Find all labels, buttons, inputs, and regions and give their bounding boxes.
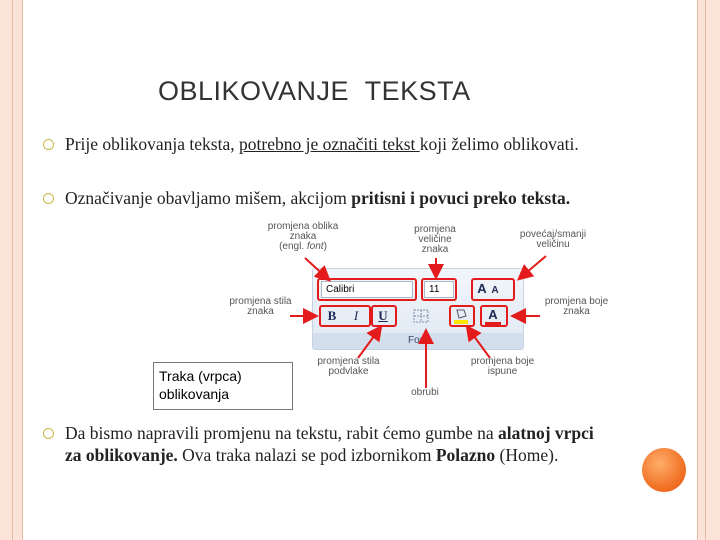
text-span: (Home). — [495, 445, 559, 465]
arrow-grow-shrink — [520, 256, 546, 278]
label-underline-style: promjena stila podvlake — [317, 356, 380, 377]
text-span: koji želimo oblikovati. — [419, 134, 579, 154]
shrink-font-button[interactable]: A — [491, 285, 499, 296]
ribbon-group-label: Font — [313, 333, 523, 349]
font-size-field[interactable]: 11 — [424, 281, 454, 298]
text-span: Ova traka nalazi se pod izbornikom — [177, 445, 436, 465]
ribbon-callout — [153, 362, 293, 410]
arrow-fill-color — [468, 328, 490, 358]
label-font-color: promjena boje znaka — [544, 296, 609, 317]
label-borders: obrubi — [411, 387, 439, 398]
arrow-underline-style — [358, 328, 380, 358]
label-char-style: promjena stila znaka — [229, 296, 292, 317]
italic-button[interactable]: I — [353, 308, 359, 323]
callout-line: oblikovanja — [159, 386, 230, 402]
decorative-circle — [642, 448, 686, 492]
font-color-button[interactable]: A — [488, 307, 498, 322]
text-span: Da bismo napravili promjenu na tekstu, rabit ćemo gumbe na — [65, 423, 499, 443]
callout-line: Traka (vrpca) — [159, 368, 242, 384]
bold-text: pritisni i povuci preko teksta. — [351, 188, 571, 208]
underline-button[interactable]: U — [378, 308, 388, 323]
text-span: Označivanje obavljamo mišem, akcijom — [65, 188, 352, 208]
text-span: Prije oblikovanja teksta, — [65, 134, 239, 154]
underlined-text: potrebno je označiti tekst — [239, 134, 420, 154]
bold-text: alatnoj vrpci za oblikovanje. — [65, 423, 594, 465]
font-name-field[interactable]: Calibri — [321, 281, 413, 298]
label-font-size: promjena veličine znaka — [414, 224, 456, 255]
label-font-shape: promjena oblika znaka (engl. font) — [267, 221, 339, 252]
label-fill-color: promjena boje ispune — [470, 356, 535, 377]
arrow-font-shape — [305, 258, 328, 279]
bold-button[interactable]: B — [327, 308, 337, 323]
label-grow-shrink: povećaj/smanji veličinu — [519, 229, 587, 250]
grow-font-button[interactable]: A — [477, 281, 487, 296]
slide-title: OBLIKOVANJE TEKSTA — [158, 76, 471, 106]
bold-text: Polazno — [435, 445, 496, 465]
